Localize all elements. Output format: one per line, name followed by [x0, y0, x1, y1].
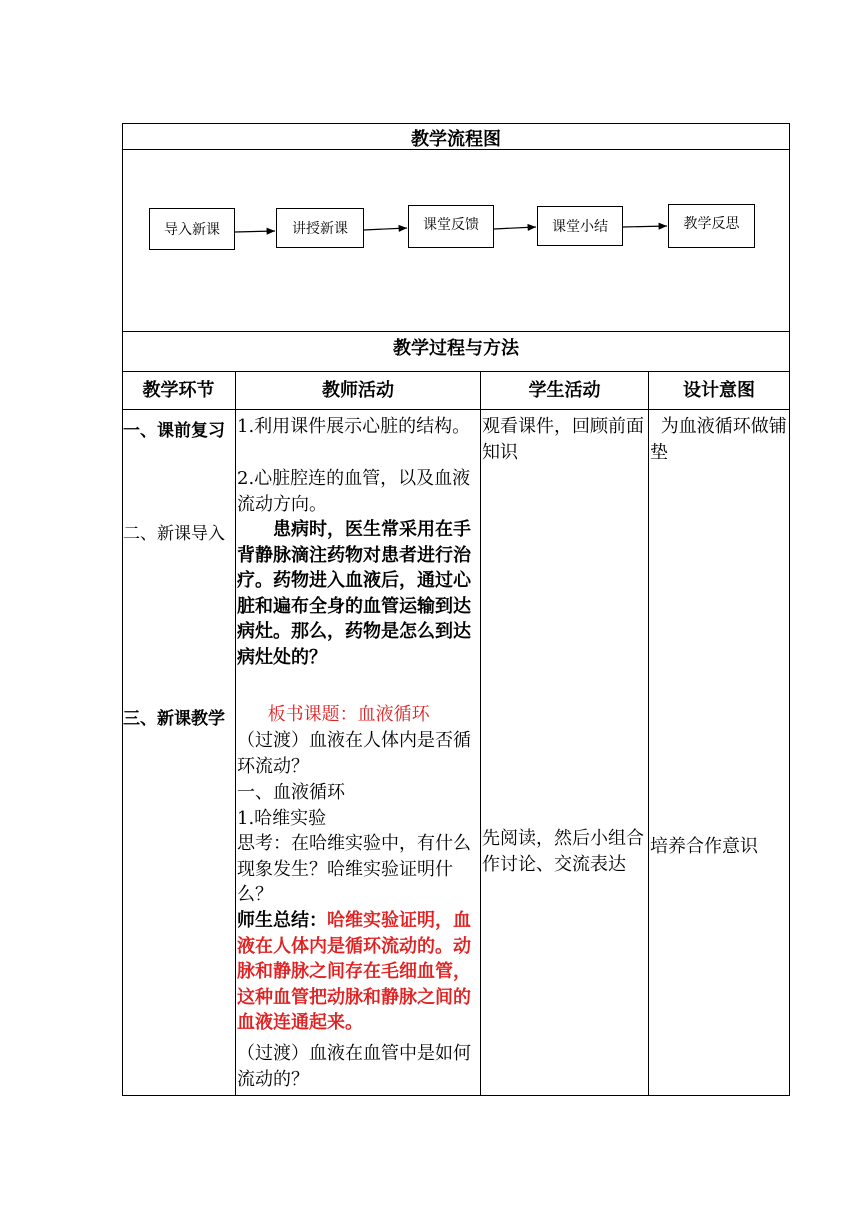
flow-arrow [235, 231, 275, 232]
row-divider [122, 409, 790, 410]
teacher-scenario: 患病时，医生常采用在手背静脉滴注药物对患者进行治疗。药物进入血液后，通过心脏和遍布全身的血管运输到达病灶。那么，药物是怎么到达病灶处的？ [237, 519, 471, 668]
col-divider [480, 371, 481, 1096]
flow-arrow [494, 227, 536, 229]
flow-step-label: 课堂小结 [552, 219, 608, 235]
process-title: 教学过程与方法 [393, 338, 519, 359]
teacher-question: 思考：在哈维实验中，有什么现象发生？哈维实验证明什么？ [237, 833, 471, 906]
summary-text: 哈维实验证明，血液在人体内是循环流动的。动脉和静脉之间存在毛细血管，这种血管把动脉和静脉之间的血液连通起来。 [237, 910, 471, 1034]
teacher-activity-2: 2.心脏腔连的血管，以及血液流动方向。 [237, 468, 471, 515]
col-divider [648, 371, 649, 1096]
summary-label: 师生总结： [237, 910, 327, 931]
flow-title: 教学流程图 [411, 129, 501, 150]
teacher-subtopic: 1.哈维实验 [237, 808, 327, 829]
flow-step-label: 导入新课 [164, 222, 220, 238]
flow-step-label: 课堂反馈 [423, 217, 479, 233]
col-header-student: 学生活动 [528, 380, 601, 401]
table-border-bottom [122, 1095, 790, 1096]
col-header-teacher: 教师活动 [322, 380, 394, 401]
flow-step-label: 讲授新课 [292, 221, 348, 237]
teacher-topic: 一、血液循环 [237, 782, 345, 803]
board-title: 板书课题：血液循环 [267, 704, 430, 725]
student-activity-1: 观看课件，回顾前面知识 [482, 416, 644, 463]
flow-step-label: 教学反思 [683, 216, 740, 232]
teacher-transition-2: （过渡）血液在血管中是如何流动的？ [237, 1043, 471, 1090]
section-review: 一、课前复习 [123, 421, 225, 441]
teacher-activity-1: 1.利用课件展示心脏的结构。 [237, 416, 471, 437]
row-divider [122, 331, 790, 332]
teacher-transition-1: （过渡）血液在人体内是否循环流动？ [237, 730, 471, 777]
design-intent-1: 为血液循环做铺垫 [650, 416, 787, 463]
section-teaching: 三、新课教学 [123, 709, 225, 729]
row-divider [122, 371, 790, 372]
teacher-summary [237, 908, 479, 1036]
student-activity-2: 先阅读，然后小组合作讨论、交流表达 [482, 828, 644, 875]
col-header-stage: 教学环节 [142, 380, 215, 401]
flow-arrow [364, 228, 407, 230]
flow-arrows [0, 0, 860, 300]
flow-arrow [623, 226, 667, 227]
section-intro: 二、新课导入 [123, 524, 225, 544]
col-header-intent: 设计意图 [683, 380, 755, 401]
design-intent-2: 培养合作意识 [650, 836, 758, 857]
